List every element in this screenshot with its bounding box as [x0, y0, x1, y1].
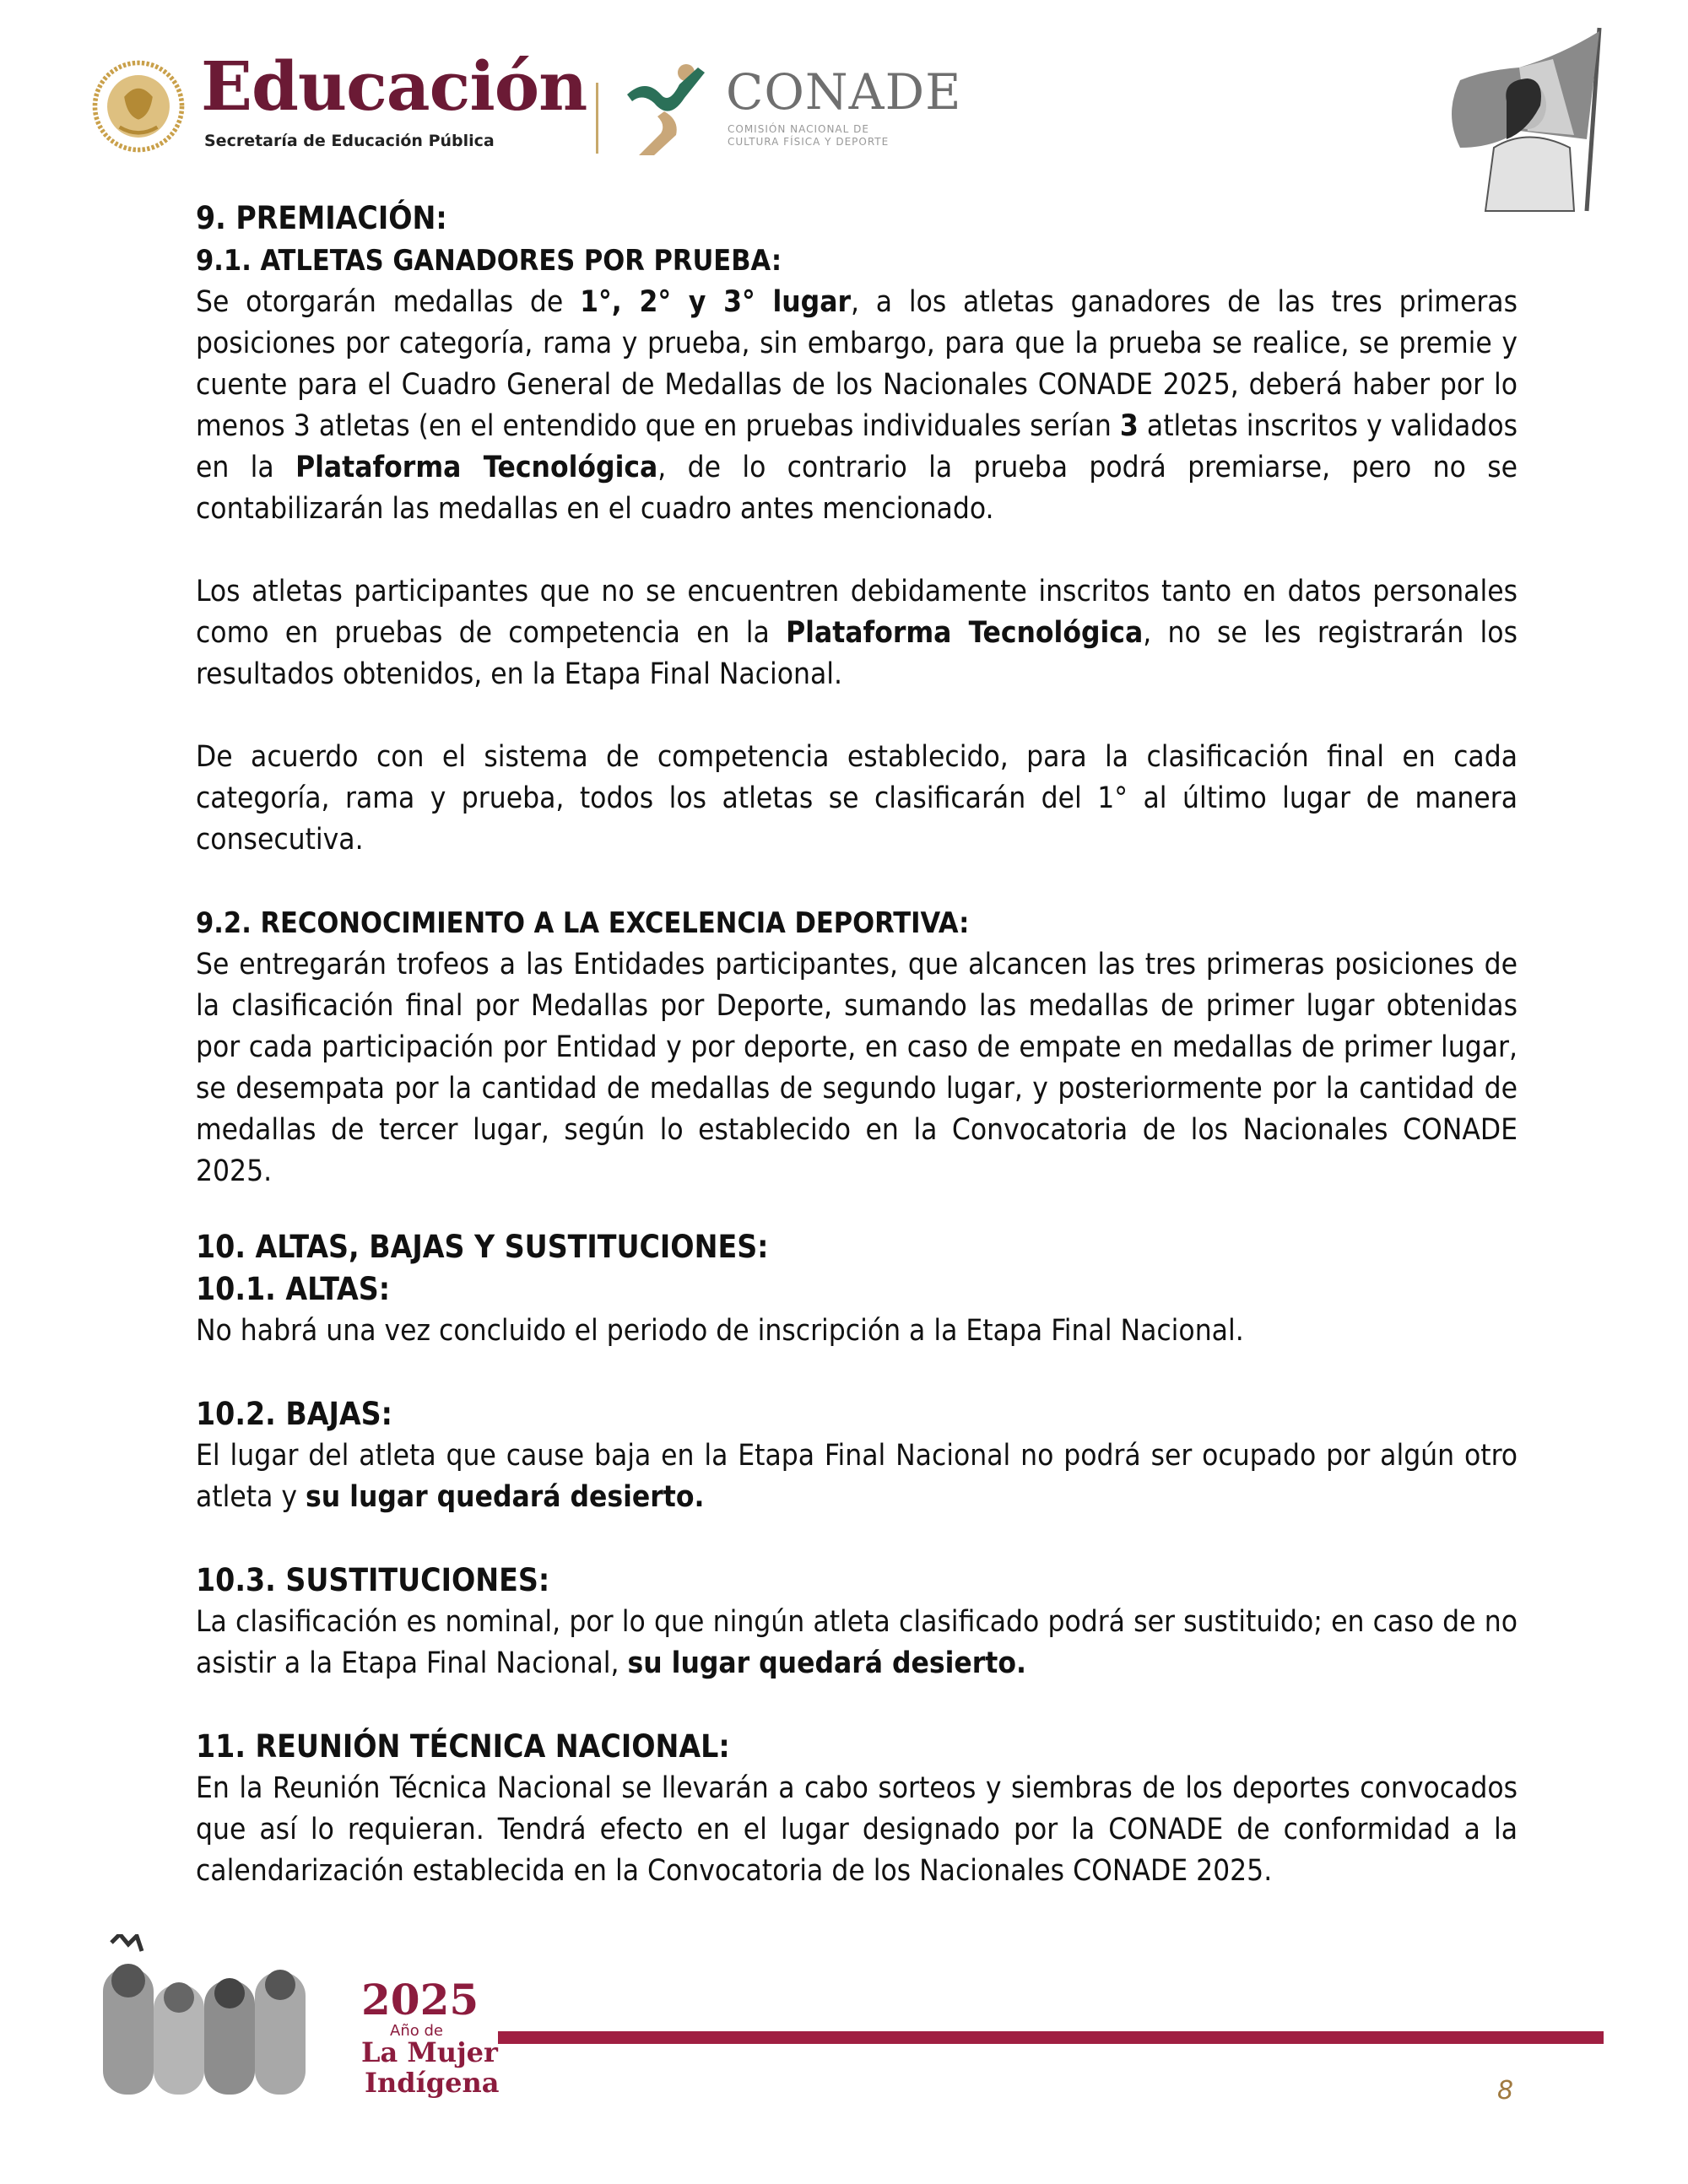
- page-number: 8: [1497, 2076, 1514, 2106]
- section-10-3-title: 10.3. SUSTITUCIONES:: [196, 1562, 550, 1598]
- mexico-coat-of-arms-seal-icon: [91, 59, 186, 154]
- section-9-2-paragraph-1: Se entregarán trofeos a las Entidades participantes, que alcancen las tres primeras posiciones de la clasificación final por Medallas por Deporte, sumando las medallas de primer lugar obtenidas por cada participación por Entidad y por deporte, en caso de empate en medallas de primer lugar, se desempata por la cantidad de medallas de segundo lugar, y posteriormente por la cantidad de medallas de tercer lugar, según lo establecido en la Convocatoria de los Nacionales CONADE 2025.: [196, 948, 1518, 1188]
- section-11-paragraph: En la Reunión Técnica Nacional se llevarán a cabo sorteos y siembras de los deportes convocados que así lo requieran. Tendrá efecto en el lugar designado por la CONADE de conformidad a la calendarización establecida en la Convocatoria de los Nacionales CONADE 2025.: [196, 1771, 1518, 1888]
- page-header: [0, 0, 1688, 203]
- document-body: [196, 197, 1518, 1892]
- sep-logo-subtitle: Secretaría de Educación Pública: [204, 132, 495, 150]
- logo-divider: [596, 83, 598, 154]
- section-11-title: 11. REUNIÓN TÉCNICA NACIONAL:: [196, 1728, 730, 1765]
- section-9-title: 9. PREMIACIÓN:: [196, 200, 447, 236]
- section-9-1-paragraph-3: De acuerdo con el sistema de competencia establecido, para la clasificación final en cada categoría, rama y prueba, todos los atletas se clasificarán del 1° al último lugar de manera consecutiva.: [196, 740, 1518, 857]
- conade-subtitle-line-2: CULTURA FÍSICA Y DEPORTE: [728, 136, 890, 148]
- section-10-1-title: 10.1. ALTAS:: [196, 1271, 391, 1307]
- conade-logo-subtitle: [728, 123, 889, 149]
- section-10-3-paragraph: La clasificación es nominal, por lo que ningún atleta clasificado podrá ser sustituido; en caso de no asistir a la Etapa Final Nacional, su lugar quedará desierto.: [196, 1605, 1518, 1680]
- heroine-flag-illustration-icon: [1426, 21, 1620, 215]
- section-10-title: 10. ALTAS, BAJAS Y SUSTITUCIONES:: [196, 1229, 769, 1265]
- conade-subtitle-line-1: COMISIÓN NACIONAL DE: [728, 123, 869, 135]
- section-9-1-paragraph-1: Se otorgarán medallas de 1°, 2° y 3° lugar, a los atletas ganadores de las tres primeras posiciones por categoría, rama y prueba, sin embargo, para que la prueba se realice, se premie y cuente para el Cuadro General de Medallas de los Nacionales CONADE 2025, deberá haber por lo menos 3 atletas (en el entendido que en pruebas individuales serían 3 atletas inscritos y validados en la Plataforma Tecnológica, de lo contrario la prueba podrá premiarse, pero no se contabilizarán las medallas en el cuadro antes mencionado.: [196, 285, 1518, 526]
- year-logo-line-2: La Mujer: [361, 2036, 498, 2068]
- section-9-2-title: 9.2. RECONOCIMIENTO A LA EXCELENCIA DEPORTIVA:: [196, 906, 970, 940]
- conade-logo-title: CONADE: [726, 63, 962, 121]
- conade-runner-icon: [620, 61, 722, 155]
- section-10-1-paragraph: No habrá una vez concluido el periodo de inscripción a la Etapa Final Nacional.: [196, 1314, 1244, 1348]
- section-10-2-paragraph: El lugar del atleta que cause baja en la Etapa Final Nacional no podrá ser ocupado por algún otro atleta y su lugar quedará desierto.: [196, 1439, 1518, 1514]
- section-9-1-paragraph-2: Los atletas participantes que no se encuentren debidamente inscritos tanto en datos personales como en pruebas de competencia en la Plataforma Tecnológica, no se les registrarán los resultados obtenidos, en la Etapa Final Nacional.: [196, 575, 1518, 691]
- year-logo-line-1: Año de: [390, 2022, 443, 2040]
- indigenous-women-illustration-icon: [95, 1934, 348, 2095]
- year-logo-line-3: Indígena: [365, 2067, 500, 2099]
- year-2025-logo: 2025: [361, 1975, 479, 2025]
- section-9-1-title: 9.1. ATLETAS GANADORES POR PRUEBA:: [196, 244, 782, 278]
- section-10-2-title: 10.2. BAJAS:: [196, 1396, 392, 1432]
- footer-divider-bar: [498, 2031, 1604, 2044]
- sep-logo-title: Educación: [201, 46, 587, 126]
